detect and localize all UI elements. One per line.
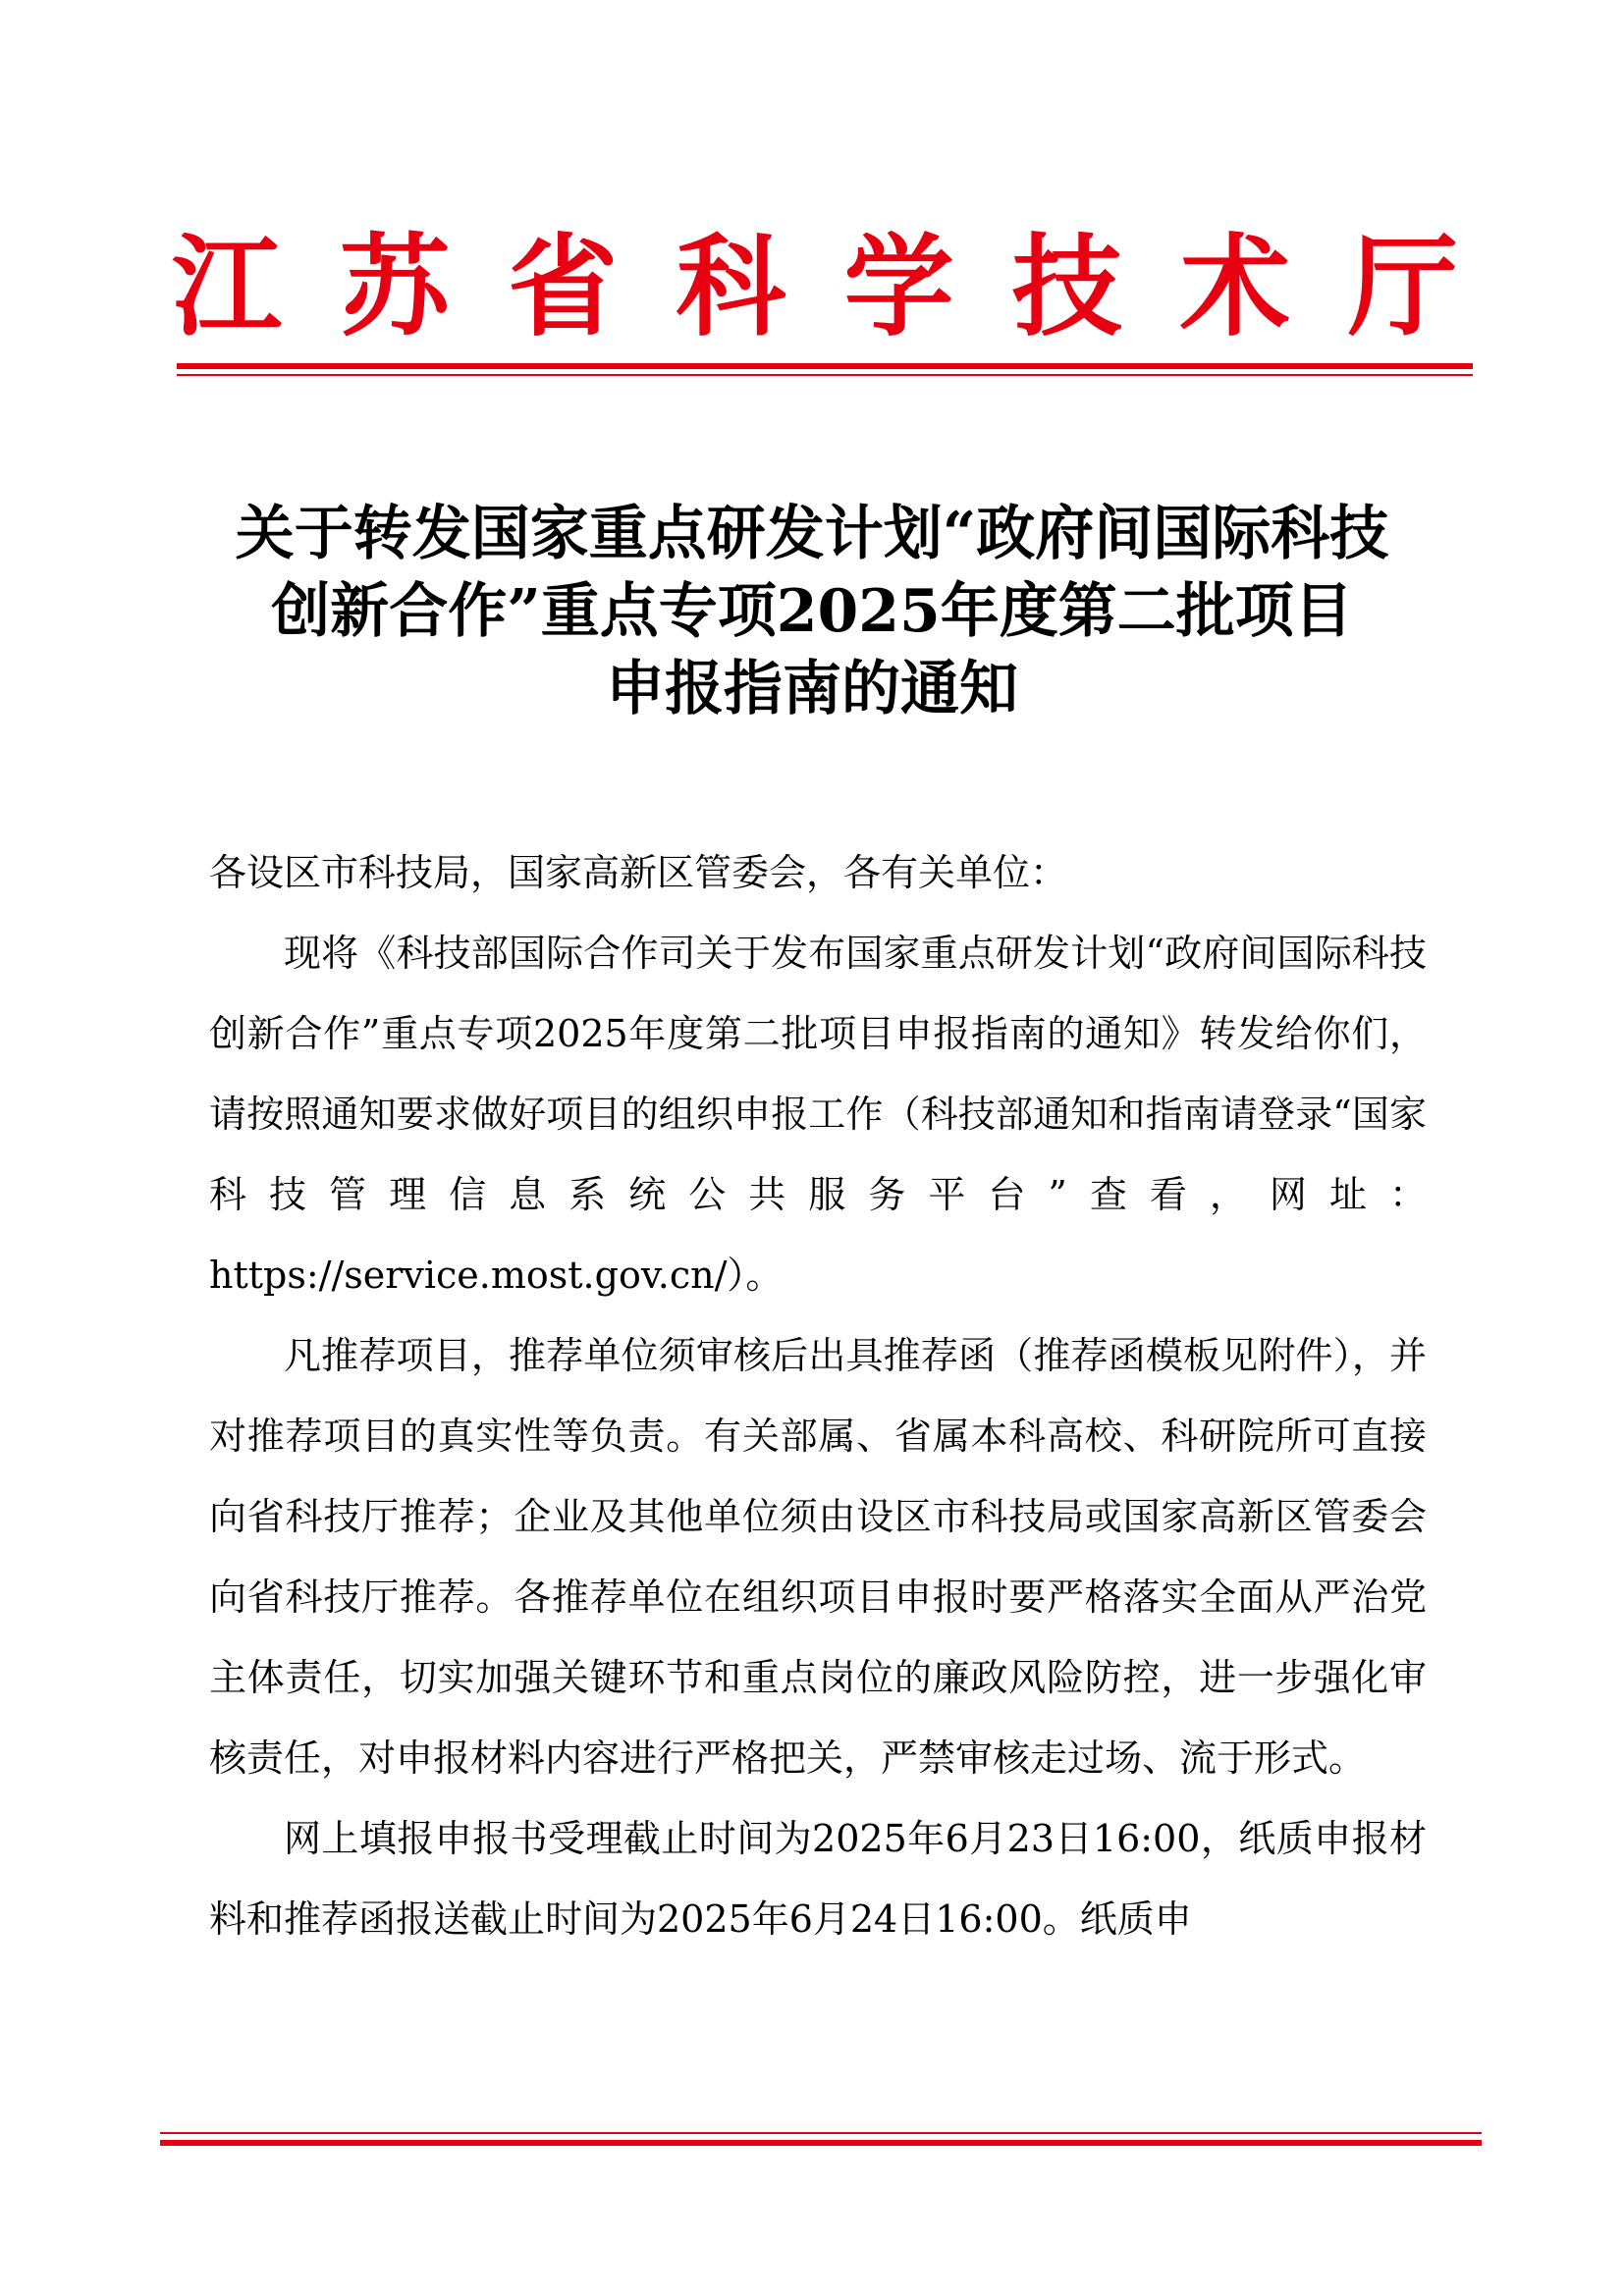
masthead-agency-name bbox=[172, 214, 1458, 361]
body-paragraph: 现将《科技部国际合作司关于发布国家重点研发计划“政府间国际科技创新合作”重点专项2025年度第二批项目申报指南的通知》转发给你们，请按照通知要求做好项目的组织申报工作（科技部通知和指南请登录“国家科技管理信息系统公共服务平台”查看，网址：https://service.most.gov.cn/）。 bbox=[209, 932, 1427, 1297]
masthead-divider-thin bbox=[177, 374, 1473, 376]
body-paragraph: 凡推荐项目，推荐单位须审核后出具推荐函（推荐函模板见附件），并对推荐项目的真实性等负责。有关部属、省属本科高校、科研院所可直接向省科技厅推荐；企业及其他单位须由设区市科技局或国家高新区管委会向省科技厅推荐。各推荐单位在组织项目申报时要严格落实全面从严治党主体责任，切实加强关键环节和重点岗位的廉政风险防控，进一步强化审核责任，对申报材料内容进行严格把关，严禁审核走过场、流于形式。 bbox=[209, 1334, 1427, 1780]
masthead-char: 学 bbox=[843, 223, 954, 351]
title-line: 创新合作”重点专项2025年度第二批项目 bbox=[271, 577, 1353, 646]
masthead-char: 江 bbox=[172, 223, 282, 351]
body-paragraph: 网上填报申报书受理截止时间为2025年6月23日16:00，纸质申报材料和推荐函报送截止时间为2025年6月24日16:00。纸质申 bbox=[209, 1817, 1427, 1941]
document-title bbox=[147, 496, 1477, 728]
salutation: 各设区市科技局，国家高新区管委会，各有关单位： bbox=[209, 851, 1068, 894]
masthead-char: 苏 bbox=[340, 223, 451, 351]
masthead-char: 省 bbox=[508, 223, 619, 351]
masthead-char: 术 bbox=[1179, 223, 1290, 351]
masthead-divider-thick bbox=[177, 363, 1473, 369]
title-line: 关于转发国家重点研发计划“政府间国际科技 bbox=[235, 500, 1389, 568]
masthead-char: 技 bbox=[1011, 223, 1122, 351]
footer-divider-thick bbox=[160, 2140, 1482, 2146]
footer-divider-thin bbox=[160, 2132, 1482, 2134]
title-line: 申报指南的通知 bbox=[606, 655, 1018, 723]
document-body bbox=[209, 832, 1427, 1959]
masthead-char: 科 bbox=[676, 223, 786, 351]
masthead-char: 厅 bbox=[1347, 223, 1458, 351]
